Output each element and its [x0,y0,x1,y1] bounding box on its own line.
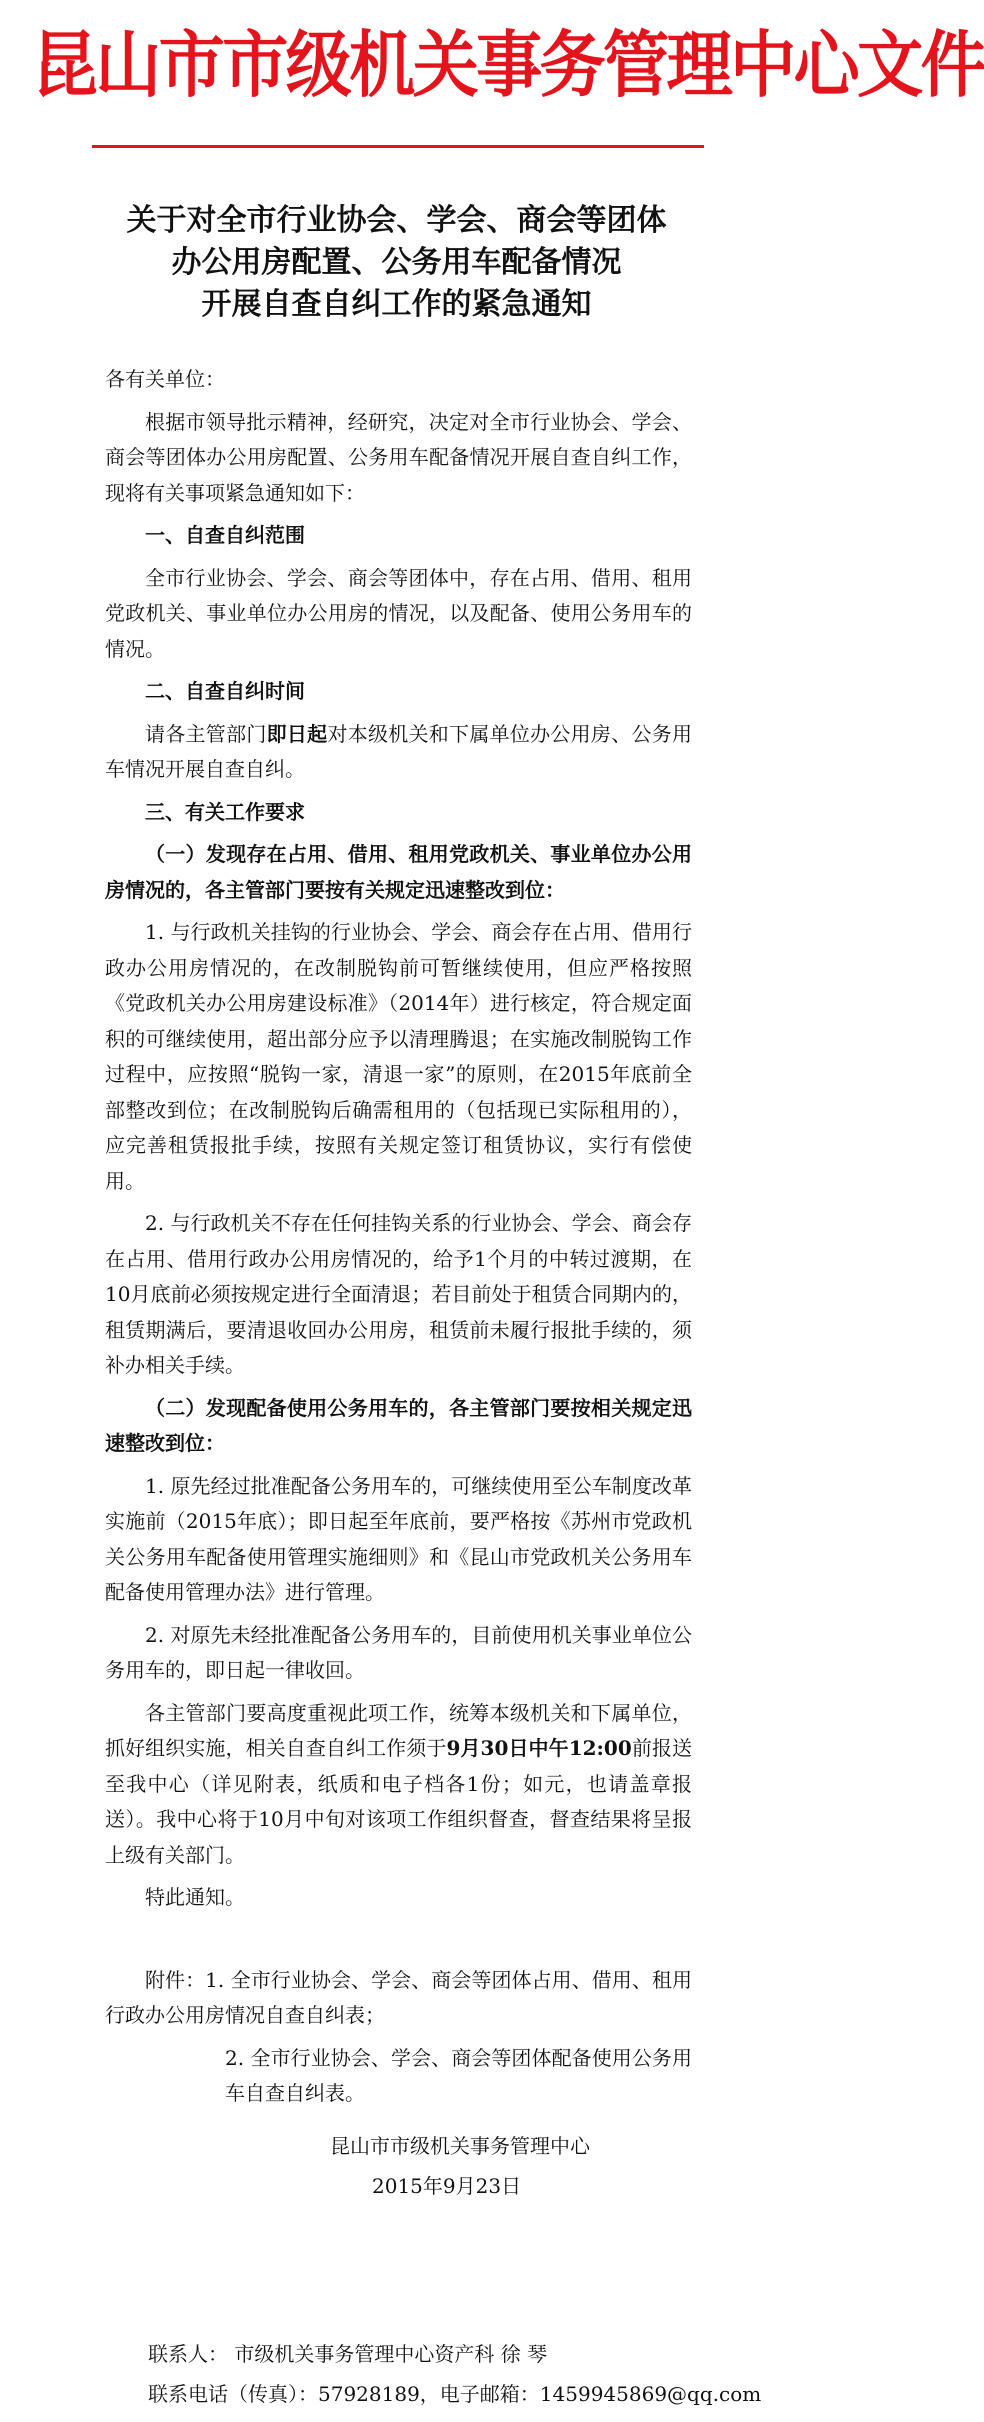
subsection-1-heading: （一）发现存在占用、借用、租用党政机关、事业单位办公用房情况的，各主管部门要按有关规定迅速整改到位： [105,842,692,902]
section-2-text [105,717,692,788]
section-2-text-bold: 即日起 [266,721,328,746]
signature-date: 2015年9月23日 [372,2174,522,2198]
subsection-2-item-1: 1. 原先经过批准配备公务用车的，可继续使用至公车制度改革实施前（2015年底）；即日起至年底前，要严格按《苏州市党政机关公务用车配备使用管理实施细则》和《昆山市党政机关公务用车配备使用管理办法》进行管理。 [105,1473,692,1604]
section-1-heading: 一、自查自纠范围 [145,523,305,547]
section-1-text: 全市行业协会、学会、商会等团体中，存在占用、借用、租用党政机关、事业单位办公用房的情况，以及配备、使用公务用车的情况。 [105,565,692,661]
attachment-2: 2. 全市行业协会、学会、商会等团体配备使用公务用车自查自纠表。 [225,2045,692,2105]
notice-title-line-3: 开展自查自纠工作的紧急通知 [201,287,592,322]
subsection-2-heading: （二）发现配备使用公务用车的，各主管部门要按相关规定迅速整改到位： [105,1395,692,1455]
closing-pre: 各主管部门要高度重视此项工作，统筹本级机关和下属单位，抓好组织实施，相关自查自纠工作须于 [105,1700,692,1760]
attachment-1: 附件：1. 全市行业协会、学会、商会等团体占用、借用、租用行政办公用房情况自查自纠表； [105,1967,692,2027]
section-2-text-post: 对本级机关和下属单位办公用房、公务用车情况开展自查自纠。 [105,721,693,781]
intro-paragraph: 根据市领导批示精神，经研究，决定对全市行业协会、学会、商会等团体办公用房配置、公务用车配备情况开展自查自纠工作，现将有关事项紧急通知如下： [105,409,692,505]
closing-paragraph [105,1696,692,1874]
closing-deadline: 9月30日中午12:00 [446,1736,632,1760]
subsection-1-item-1: 1. 与行政机关挂钩的行业协会、学会、商会存在占用、借用行政办公用房情况的，在改制脱钩前可暂继续使用，但应严格按照《党政机关办公用房建设标准》（2014年）进行核定，符合规定面积的可继续使用，超出部分应予以清理腾退；在实施改制脱钩工作过程中，应按照“脱钩一家，清退一家”的原则，在2015年底前全部整改到位；在改制脱钩后确需租用的（包括现已实际租用的），应完善租赁报批手续，按照有关规定签订租赁协议，实行有偿使用。 [105,920,692,1193]
notice-title-line-1: 关于对全市行业协会、学会、商会等团体 [126,203,667,238]
closing-post: 前报送至我中心（详见附表，纸质和电子档各1份；如元，也请盖章报送）。我中心将于10月中旬对该项工作组织督查，督查结果将呈报上级有关部门。 [105,1736,693,1867]
subsection-2-item-2: 2. 对原先未经批准配备公务用车的，目前使用机关事业单位公务用车的，即日起一律收回。 [105,1622,692,1682]
section-3-heading: 三、有关工作要求 [145,799,305,824]
section-2-heading: 二、自查自纠时间 [145,679,305,703]
contact-person: 联系人： 市级机关事务管理中心资产科 徐 琴 [148,2342,548,2366]
spacer [105,1923,692,1963]
notice-body [105,362,692,2119]
section-2-text-pre: 请各主管部门 [145,721,267,746]
contact-phone-email: 联系电话（传真）：57928189，电子邮箱：1459945869@qq.com [148,2382,762,2406]
notice-title-line-2: 办公用房配置、公务用车配备情况 [171,245,622,280]
special-notice: 特此通知。 [145,1885,245,1909]
contact-block [148,2334,761,2414]
header-red-line [92,145,704,148]
notice-title [0,200,793,326]
signature-org: 昆山市市级机关事务管理中心 [330,2134,590,2158]
subsection-1-item-2: 2. 与行政机关不存在任何挂钩关系的行业协会、学会、商会存在占用、借用行政办公用房情况的，给予1个月的中转过渡期，在10月底前必须按规定进行全面清退；若目前处于租赁合同期内的，租赁期满后，要清退收回办公用房，租赁前未履行报批手续的，须补办相关手续。 [105,1211,692,1377]
document-header-title: 昆山市市级机关事务管理中心文件 [31,23,984,107]
salutation: 各有关单位： [105,367,225,391]
